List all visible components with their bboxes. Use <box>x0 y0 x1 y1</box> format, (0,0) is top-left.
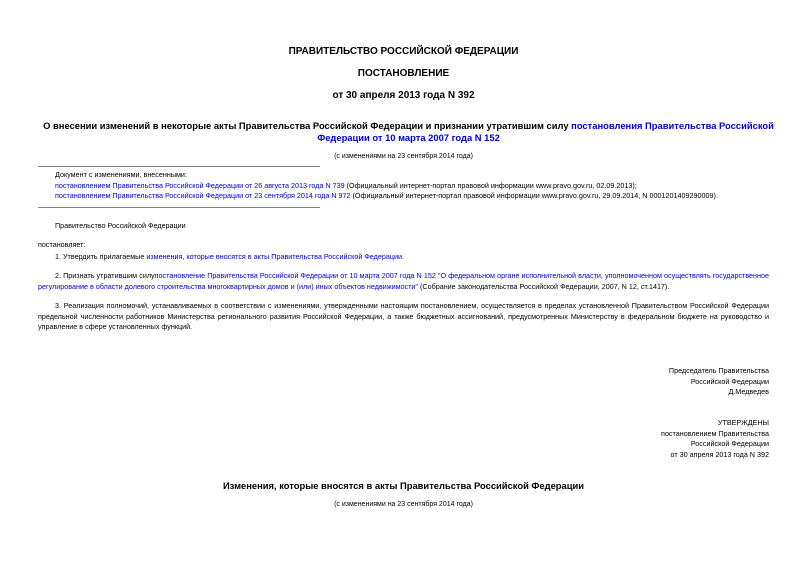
paragraph-2-source: (Собрание законодательства Российской Федерации, 2007, N 12, ст.1417). <box>418 281 670 291</box>
signature-country: Российской Федерации <box>690 376 769 386</box>
amendment-item <box>55 181 795 192</box>
paragraph-1-text: 1. Утвердить прилагаемые <box>55 252 147 261</box>
changes-title: Изменения, которые вносятся в акты Правительства Российской Федерации <box>222 480 585 491</box>
approved-word: УТВЕРЖДЕНЫ <box>717 418 769 427</box>
signature-block <box>500 366 769 398</box>
decides-word: постановляет: <box>38 240 86 249</box>
paragraph-1 <box>55 252 795 263</box>
amendment-item <box>55 191 795 202</box>
amendments-block <box>55 170 795 202</box>
document-title <box>40 120 777 144</box>
paragraph-2 <box>38 271 769 292</box>
approval-block <box>500 418 769 460</box>
amendment-source: (Официальный интернет-портал правовой информации www.pravo.gov.ru, 02.09.2013); <box>344 180 637 190</box>
amendment-link-739[interactable]: постановлением Правительства Российской Федерации от 26 августа 2013 года N 739 <box>55 180 345 190</box>
approved-by: постановлением Правительства <box>661 428 769 438</box>
document-type: ПОСТАНОВЛЕНИЕ <box>357 68 450 79</box>
amendment-link-972[interactable]: постановлением Правительства Российской Федерации от 23 сентября 2014 года N 972 <box>55 191 351 200</box>
approved-date: от 30 апреля 2013 года N 392 <box>670 449 769 459</box>
changes-edition-note: (с изменениями на 23 сентября 2014 года) <box>334 501 473 508</box>
title-text: О внесении изменений в некоторые акты Правительства Российской Федерации и признании утратившим силу <box>43 120 572 131</box>
changes-link[interactable]: изменения, которые вносятся в акты Правительства Российской Федерации <box>146 252 402 261</box>
signature-name: Д.Медведев <box>728 387 769 396</box>
title-link-resolution-152[interactable]: постановления Правительства Российской Федерации от 10 марта 2007 года N 152 <box>317 120 774 143</box>
issuing-authority: ПРАВИТЕЛЬСТВО РОССИЙСКОЙ ФЕДЕРАЦИИ <box>288 46 519 57</box>
amendments-intro: Документ с изменениями, внесенными: <box>55 170 187 179</box>
divider-bottom <box>38 207 320 208</box>
paragraph-2-text: 2. Признать утратившим силу <box>55 271 155 280</box>
signature-position: Председатель Правительства <box>668 366 769 375</box>
title-edition-note: (с изменениями на 23 сентября 2014 года) <box>334 153 473 160</box>
amendment-source: (Официальный интернет-портал правовой информации www.pravo.gov.ru, 29.09.2014, N 0001201409290009). <box>350 191 718 200</box>
repealed-resolution-link[interactable]: постановление Правительства Российской Федерации от 10 марта 2007 года N 152 "О федеральном органе исполнительной власти, уполномоченном осуществлять государственное регулирование в области долевого строительства многоквартирных домов и (или) иных объектов недвижимости" <box>38 271 769 291</box>
paragraph-1-end: . <box>401 252 404 261</box>
paragraph-3: 3. Реализация полномочий, устанавливаемых в соответствии с изменениями, утвержденными настоящим постановлением, осуществляется в пределах установленной Правительством Российской Федерации предельной численности работников Министерства регионального развития Российской Федерации, а также бюджетных ассигнований, предусмотренных Министерству в федеральном бюджете на руководство и управление в сфере установленных функций. <box>38 301 769 331</box>
divider-top <box>38 166 320 167</box>
government-name: Правительство Российской Федерации <box>55 221 186 230</box>
approved-country: Российской Федерации <box>690 439 769 448</box>
document-date-number: от 30 апреля 2013 года N 392 <box>332 90 475 101</box>
